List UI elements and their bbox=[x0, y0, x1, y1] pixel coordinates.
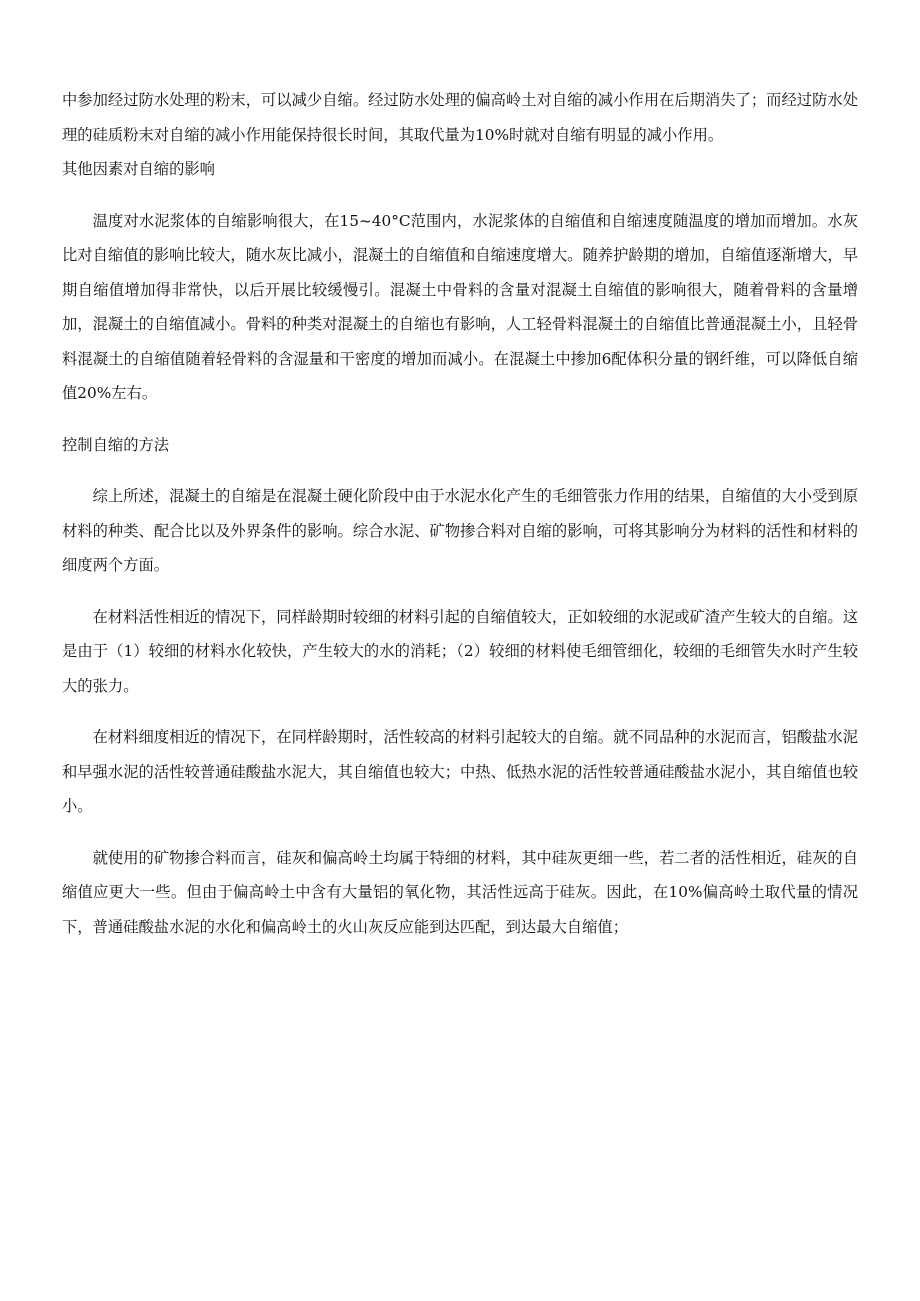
paragraph-summary: 综上所述，混凝土的自缩是在混凝土硬化阶段中由于水泥水化产生的毛细管张力作用的结果，自缩值的大小受到原材料的种类、配合比以及外界条件的影响。综合水泥、矿物掺合料对自缩的影响，可将其影响分为材料的活性和材料的细度两个方面。 bbox=[62, 487, 858, 574]
paragraph-fineness-similar: 在材料细度相近的情况下，在同样龄期时，活性较高的材料引起较大的自缩。就不同品种的水泥而言，铝酸盐水泥和早强水泥的活性较普通硅酸盐水泥大，其自缩值也较大；中热、低热水泥的活性较普通硅酸盐水泥小，其自缩值也较小。 bbox=[62, 728, 858, 815]
paragraph-waterproof-powder: 中参加经过防水处理的粉末，可以减少自缩。经过防水处理的偏高岭土对自缩的减小作用在后期消失了；而经过防水处理的硅质粉末对自缩的减小作用能保持很长时间，其取代量为10%时就对自缩有明显的减小作用。 bbox=[62, 91, 858, 144]
heading-other-factors: 其他因素对自缩的影响 bbox=[62, 160, 215, 178]
heading-control-methods: 控制自缩的方法 bbox=[62, 435, 170, 454]
document-page bbox=[62, 83, 858, 944]
paragraph-activity-similar: 在材料活性相近的情况下，同样龄期时较细的材料引起的自缩值较大，正如较细的水泥或矿渣产生较大的自缩。这是由于（1）较细的材料水化较快，产生较大的水的消耗；（2）较细的材料使毛细管细化，较细的毛细管失水时产生较大的张力。 bbox=[62, 607, 858, 695]
paragraph-mineral-admixture: 就使用的矿物掺合料而言，硅灰和偏高岭土均属于特细的材料，其中硅灰更细一些，若二者的活性相近，硅灰的自缩值应更大一些。但由于偏高岭土中含有大量铝的氧化物，其活性远高于硅灰。因此，在10%偏高岭土取代量的情况下，普通硅酸盐水泥的水化和偏高岭土的火山灰反应能到达匹配，到达最大自缩值； bbox=[62, 848, 858, 936]
paragraph-other-factors: 温度对水泥浆体的自缩影响很大，在15~40°C范围内，水泥浆体的自缩值和自缩速度随温度的增加而增加。水灰比对自缩值的影响比较大，随水灰比减小，混凝土的自缩值和自缩速度增大。随养护龄期的增加，自缩值逐渐增大，早期自缩值增加得非常快，以后开展比较缓慢引。混凝土中骨料的含量对混凝土自缩值的影响很大，随着骨料的含量增加，混凝土的自缩值减小。骨料的种类对混凝土的自缩也有影响，人工轻骨料混凝土的自缩值比普通混凝土小，且轻骨料混凝土的自缩值随着轻骨料的含湿量和干密度的增加而减小。在混凝土中掺加6配体积分量的钢纤维，可以降低自缩值20%左右。 bbox=[62, 211, 858, 402]
